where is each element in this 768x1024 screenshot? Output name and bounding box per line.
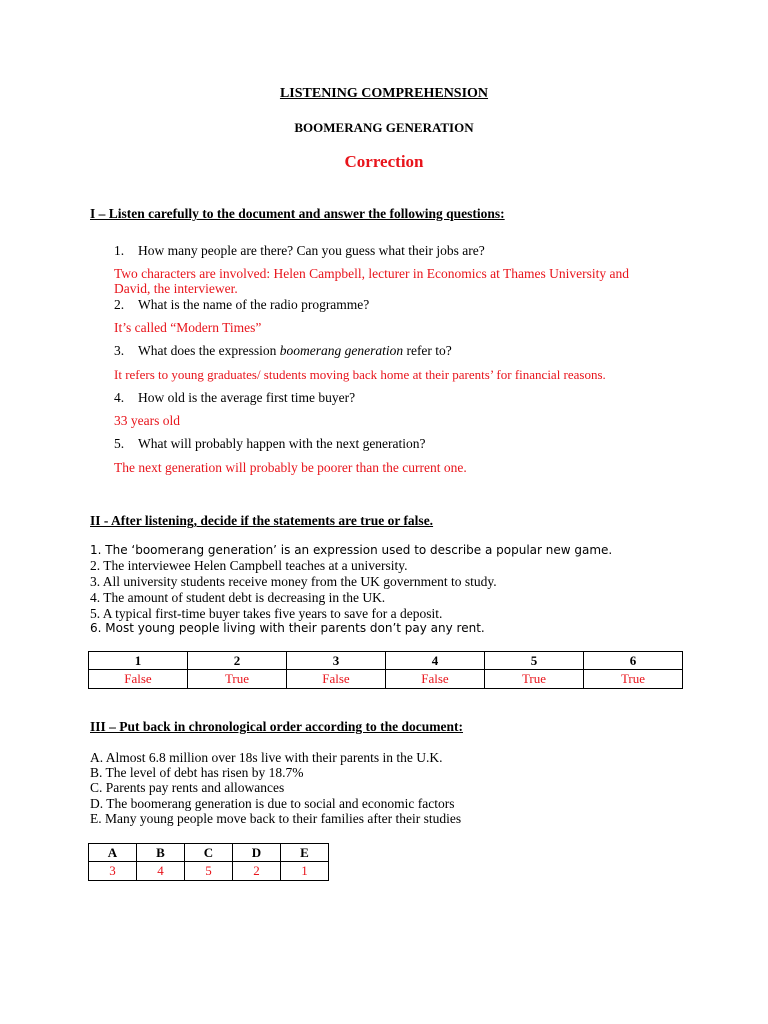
question-2-text: What is the name of the radio programme? — [138, 297, 370, 312]
answer-4: 33 years old — [114, 413, 180, 428]
answer-5: The next generation will probably be poorer than the current one. — [114, 460, 467, 475]
question-3-text-after: refer to? — [403, 343, 452, 358]
order-header-cell: A — [89, 844, 137, 862]
order-header-cell: E — [281, 844, 329, 862]
order-header-cell: B — [137, 844, 185, 862]
tf-header-cell: 5 — [485, 652, 584, 670]
question-2-number: 2. — [114, 297, 125, 312]
answer-1-line-2: David, the interviewer. — [114, 281, 238, 296]
order-answer-cell: 3 — [89, 862, 137, 881]
true-false-answer-table — [88, 651, 683, 689]
question-2 — [114, 297, 369, 313]
order-item-e: E. Many young people move back to their families after their studies — [90, 811, 462, 826]
true-false-header-row — [89, 652, 683, 670]
question-3-text-italic: boomerang generation — [279, 343, 404, 358]
question-1 — [114, 243, 485, 259]
tf-answer-cell: False — [89, 670, 188, 689]
section-1-heading: I – Listen carefully to the document and answer the following questions: — [90, 206, 505, 221]
statement-3: 3. All university students receive money from the UK government to study. — [90, 574, 497, 589]
tf-answer-cell: True — [485, 670, 584, 689]
true-false-answer-row — [89, 670, 683, 689]
answer-2: It’s called “Modern Times” — [114, 320, 262, 335]
question-1-text: How many people are there? Can you guess what their jobs are? — [138, 243, 485, 258]
order-header-row — [89, 844, 329, 862]
question-4 — [114, 390, 355, 406]
question-4-text: How old is the average first time buyer? — [138, 390, 356, 405]
order-item-b: B. The level of debt has risen by 18.7% — [90, 765, 304, 780]
section-2-heading: II - After listening, decide if the statements are true or false. — [90, 513, 434, 528]
statement-2: 2. The interviewee Helen Campbell teaches at a university. — [90, 558, 408, 573]
order-header-cell: C — [185, 844, 233, 862]
question-1-number: 1. — [114, 243, 125, 258]
answer-3: It refers to young graduates/ students moving back home at their parents’ for financial reasons. — [114, 367, 606, 382]
statement-6: 6. Most young people living with their parents don’t pay any rent. — [90, 621, 485, 635]
order-answer-cell: 2 — [233, 862, 281, 881]
order-answer-row — [89, 862, 329, 881]
tf-answer-cell: False — [386, 670, 485, 689]
question-3-number: 3. — [114, 343, 125, 358]
tf-answer-cell: True — [188, 670, 287, 689]
page-title: LISTENING COMPREHENSION — [279, 86, 489, 101]
question-3 — [114, 343, 452, 359]
tf-header-cell: 6 — [584, 652, 683, 670]
question-5 — [114, 436, 426, 452]
order-answer-cell: 4 — [137, 862, 185, 881]
question-3-text-before: What does the expression — [138, 343, 280, 358]
statement-5: 5. A typical first-time buyer takes five years to save for a deposit. — [90, 606, 443, 621]
question-4-number: 4. — [114, 390, 125, 405]
tf-header-cell: 3 — [287, 652, 386, 670]
tf-answer-cell: False — [287, 670, 386, 689]
statement-4: 4. The amount of student debt is decreasing in the UK. — [90, 590, 386, 605]
tf-header-cell: 4 — [386, 652, 485, 670]
tf-answer-cell: True — [584, 670, 683, 689]
answer-1-line-1: Two characters are involved: Helen Campbell, lecturer in Economics at Thames University and — [114, 266, 630, 281]
question-5-text: What will probably happen with the next generation? — [138, 436, 426, 451]
tf-header-cell: 2 — [188, 652, 287, 670]
order-item-c: C. Parents pay rents and allowances — [90, 780, 285, 795]
page-subtitle: BOOMERANG GENERATION — [294, 120, 474, 135]
order-answer-cell: 5 — [185, 862, 233, 881]
correction-heading: Correction — [344, 152, 424, 171]
order-answer-cell: 1 — [281, 862, 329, 881]
order-header-cell: D — [233, 844, 281, 862]
question-5-number: 5. — [114, 436, 125, 451]
statement-1: 1. The ‘boomerang generation’ is an expression used to describe a popular new game. — [90, 543, 613, 557]
order-item-a: A. Almost 6.8 million over 18s live with their parents in the U.K. — [90, 750, 443, 765]
chronological-order-table — [88, 843, 329, 881]
section-3-heading: III – Put back in chronological order according to the document: — [90, 719, 463, 734]
order-item-d: D. The boomerang generation is due to social and economic factors — [90, 796, 455, 811]
tf-header-cell: 1 — [89, 652, 188, 670]
